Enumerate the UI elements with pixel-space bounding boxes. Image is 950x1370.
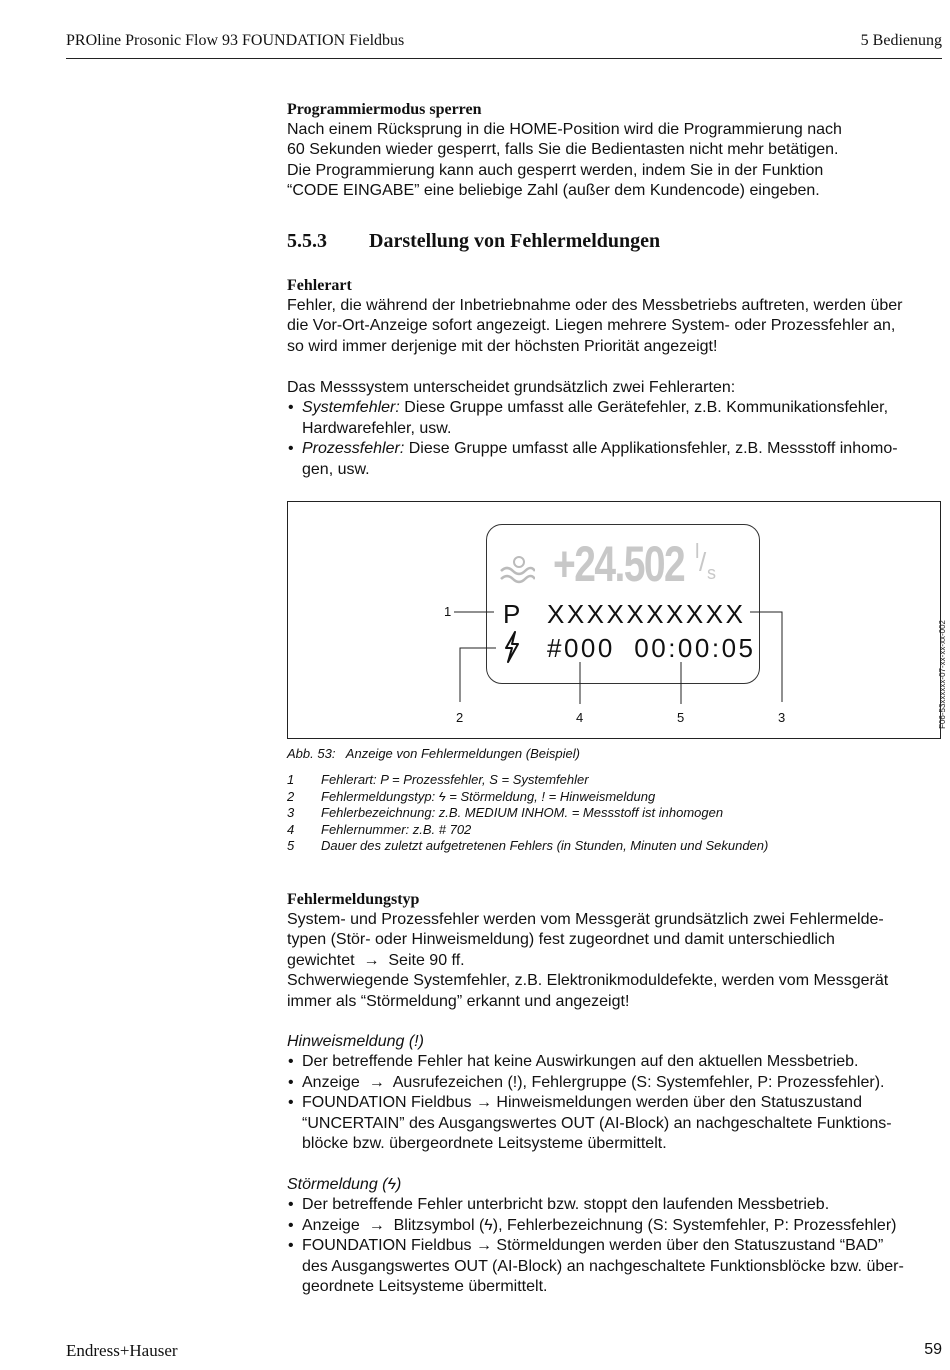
text-line: 60 Sekunden wieder gesperrt, falls Sie die Bedientasten nicht mehr betätigen. bbox=[287, 141, 839, 159]
text-line: so wird immer derjenige mit der höchsten Priorität angezeigt! bbox=[287, 337, 718, 355]
hinweis-list bbox=[287, 1052, 942, 1154]
legend-text: Fehlernummer: z.B. # 702 bbox=[321, 821, 472, 837]
text-line: die Vor-Ort-Anzeige sofort angezeigt. Liegen mehrere System- oder Prozessfehler an, bbox=[287, 317, 896, 335]
text-span: Anzeige → Blitzsymbol (ϟ), Fehlerbezeichnung (S: Systemfehler, P: Prozessfehler) bbox=[302, 1216, 897, 1234]
page-header bbox=[66, 32, 942, 59]
typ-heading: Fehlermeldungstyp bbox=[287, 891, 420, 908]
section-heading bbox=[287, 230, 942, 253]
figure-code: F06-53xxxxxx-07-xx-xx-xx-002 bbox=[938, 620, 947, 729]
stoer-list bbox=[287, 1195, 942, 1297]
list-item bbox=[287, 398, 942, 439]
fehlerart-list-block bbox=[287, 378, 942, 480]
text-line: gewichtet → Seite 90 ff. bbox=[287, 951, 465, 969]
text-line: Die Programmierung kann auch gesperrt werden, indem Sie in der Funktion bbox=[287, 161, 824, 179]
text-line: System- und Prozessfehler werden vom Messgerät grundsätzlich zwei Fehlermelde- bbox=[287, 911, 884, 928]
text-span: FOUNDATION Fieldbus → Hinweismeldungen werden über den Statuszustand bbox=[302, 1094, 862, 1112]
hinweis-heading: Hinweismeldung (!) bbox=[287, 1033, 424, 1050]
typ-block bbox=[287, 890, 942, 1012]
unit-top: l bbox=[695, 541, 700, 563]
callout-1: 1 bbox=[444, 604, 452, 619]
text-span: Hardwarefehler, usw. bbox=[302, 419, 452, 437]
legend-number: 4 bbox=[287, 821, 295, 837]
legend-row bbox=[287, 772, 942, 789]
list-item bbox=[287, 1195, 942, 1215]
text-span: FOUNDATION Fieldbus → Störmeldungen werden über den Statuszustand “BAD” bbox=[302, 1237, 884, 1255]
text-span: gen, usw. bbox=[302, 460, 370, 478]
text-line: typen (Stör- oder Hinweismeldung) fest zugeordnet und damit unterschiedlich bbox=[287, 931, 835, 949]
section-number: 5.5.3 bbox=[287, 230, 327, 252]
text-span: geordnete Leitsysteme übermittelt. bbox=[302, 1278, 548, 1296]
list-item bbox=[287, 1216, 942, 1236]
figure-legend bbox=[287, 772, 942, 855]
legend-number: 1 bbox=[287, 772, 295, 787]
term: Systemfehler: bbox=[302, 399, 400, 417]
legend-number: 2 bbox=[287, 788, 295, 804]
fehlerart-block bbox=[287, 276, 942, 357]
lock-heading: Programmiermodus sperren bbox=[287, 101, 482, 118]
callout-2: 2 bbox=[456, 710, 464, 725]
display-figure bbox=[287, 501, 947, 739]
legend-number: 5 bbox=[287, 838, 295, 854]
lock-paragraph bbox=[287, 120, 942, 202]
text-line: Nach einem Rücksprung in die HOME-Position wird die Programmierung nach bbox=[287, 121, 842, 138]
callout-lines bbox=[288, 502, 942, 740]
stoer-heading: Störmeldung (ϟ) bbox=[287, 1176, 402, 1193]
hinweis-block bbox=[287, 1032, 942, 1154]
text-line: immer als “Störmeldung” erkannt und angezeigt! bbox=[287, 992, 630, 1010]
figure-caption bbox=[287, 746, 942, 763]
fehlerart-heading: Fehlerart bbox=[287, 277, 352, 294]
unit-bottom: s bbox=[707, 563, 716, 583]
text-span: Anzeige → Ausrufezeichen (!), Fehlergruppe (S: Systemfehler, P: Prozessfehler). bbox=[302, 1073, 885, 1091]
list-item bbox=[287, 1236, 942, 1297]
text-line: Schwerwiegende Systemfehler, z.B. Elektronikmoduldefekte, werden vom Messgerät bbox=[287, 972, 889, 990]
callout-5: 5 bbox=[677, 710, 685, 725]
fehlerart-paragraph bbox=[287, 296, 942, 357]
lcd-value: +24.502 bbox=[553, 536, 685, 592]
callout-4: 4 bbox=[576, 710, 584, 725]
legend-number: 3 bbox=[287, 805, 295, 821]
legend-row bbox=[287, 805, 942, 822]
text-span: Diese Gruppe umfasst alle Applikationsfehler, z.B. Messstoff inhomo- bbox=[404, 440, 898, 458]
legend-row bbox=[287, 789, 942, 806]
text-line: “CODE EINGABE” eine beliebige Zahl (außer dem Kundencode) eingeben. bbox=[287, 182, 820, 200]
list-item bbox=[287, 439, 942, 480]
header-section: 5 Bedienung bbox=[860, 32, 942, 49]
text-span: blöcke bzw. übergeordnete Leitsysteme übermittelt. bbox=[302, 1135, 667, 1153]
lock-block bbox=[287, 100, 942, 202]
legend-text: Fehlermeldungstyp: ϟ = Störmeldung, ! = Hinweismeldung bbox=[321, 788, 656, 804]
lcd-error-number-time: #000 00:00:05 bbox=[547, 633, 756, 663]
legend-row bbox=[287, 822, 942, 839]
text-line: Fehler, die während der Inbetriebnahme oder des Messbetriebs auftreten, werden über bbox=[287, 297, 903, 314]
footer-brand: Endress+Hauser bbox=[66, 1341, 178, 1360]
text-span: Der betreffende Fehler hat keine Auswirkungen auf den aktuellen Messbetrieb. bbox=[302, 1053, 859, 1071]
caption-text: Anzeige von Fehlermeldungen (Beispiel) bbox=[345, 746, 580, 761]
unit-slash: / bbox=[699, 547, 707, 577]
text-span: Der betreffende Fehler unterbricht bzw. stoppt den laufenden Messbetrieb. bbox=[302, 1196, 830, 1214]
footer-page-number: 59 bbox=[924, 1341, 942, 1358]
list-item bbox=[287, 1073, 942, 1093]
lcd-error-text: XXXXXXXXXX bbox=[547, 599, 746, 629]
section-title: Darstellung von Fehlermeldungen bbox=[369, 230, 661, 252]
list-item bbox=[287, 1052, 942, 1072]
text-span: “UNCERTAIN” des Ausgangswertes OUT (AI-Block) an nachgeschaltete Funktions- bbox=[302, 1114, 892, 1132]
text-span: Diese Gruppe umfasst alle Gerätefehler, z.B. Kommunikationsfehler, bbox=[399, 399, 889, 417]
legend-row bbox=[287, 838, 942, 855]
callout-3: 3 bbox=[778, 710, 786, 725]
legend-text: Fehlerart: P = Prozessfehler, S = Systemfehler bbox=[321, 772, 589, 787]
term: Prozessfehler: bbox=[302, 440, 405, 458]
fehlerart-intro: Das Messsystem unterscheidet grundsätzlich zwei Fehlerarten: bbox=[287, 379, 736, 396]
typ-paragraph bbox=[287, 910, 942, 1012]
list-item bbox=[287, 1093, 942, 1154]
legend-text: Dauer des zuletzt aufgetretenen Fehlers (in Stunden, Minuten und Sekunden) bbox=[321, 838, 769, 854]
lcd-error-type: P bbox=[503, 599, 523, 629]
legend-text: Fehlerbezeichnung: z.B. MEDIUM INHOM. = Messstoff ist inhomogen bbox=[321, 805, 724, 821]
stoer-block bbox=[287, 1175, 942, 1297]
text-span: des Ausgangswertes OUT (AI-Block) an nachgeschaltete Funktionsblöcke bzw. über- bbox=[302, 1257, 904, 1275]
fehlerart-list bbox=[287, 398, 942, 480]
caption-label: Abb. 53: bbox=[287, 746, 336, 761]
header-title: PROline Prosonic Flow 93 FOUNDATION Fieldbus bbox=[66, 32, 405, 49]
